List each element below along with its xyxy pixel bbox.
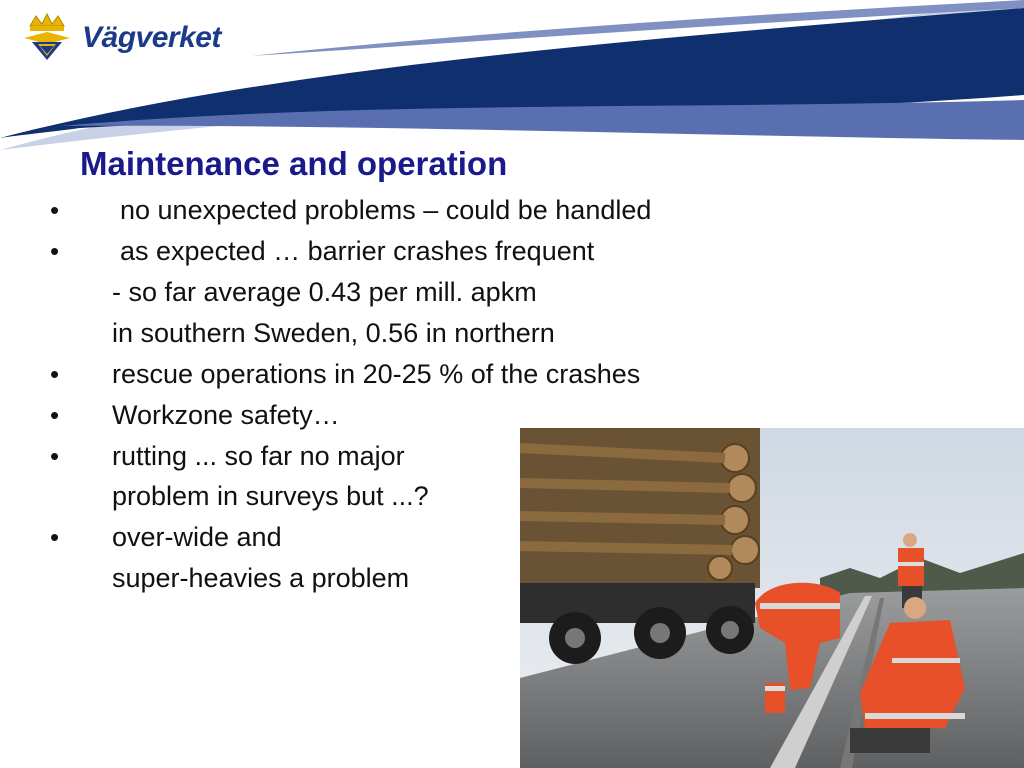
logo [20,12,221,64]
bullet-text: as expected … barrier crashes frequent [120,236,595,266]
slide-title: Maintenance and operation [80,145,508,182]
crown-emblem-icon [20,12,74,64]
bullet-text: rutting ... so far no major [112,441,405,471]
bullet-marker: • [50,441,60,471]
sub-line: super-heavies a problem [112,563,410,593]
bullet-text: no unexpected problems – could be handled [120,195,652,225]
roadwork-photo [520,428,1024,768]
bullet-marker: • [50,522,60,552]
bullet-marker: • [50,195,60,225]
bullet-text: over-wide and [112,522,282,552]
bullet-marker: • [50,359,60,389]
logo-text: Vägverket [82,21,221,54]
bullet-text: rescue operations in 20-25 % of the crashes [112,359,641,389]
bullet-marker: • [50,236,60,266]
bullet-text: Workzone safety… [112,400,340,430]
sub-line: - so far average 0.43 per mill. apkm [112,277,537,307]
sub-line: problem in surveys but ...? [112,481,429,511]
bullet-marker: • [50,400,60,430]
sub-line: in southern Sweden, 0.56 in northern [112,318,555,348]
